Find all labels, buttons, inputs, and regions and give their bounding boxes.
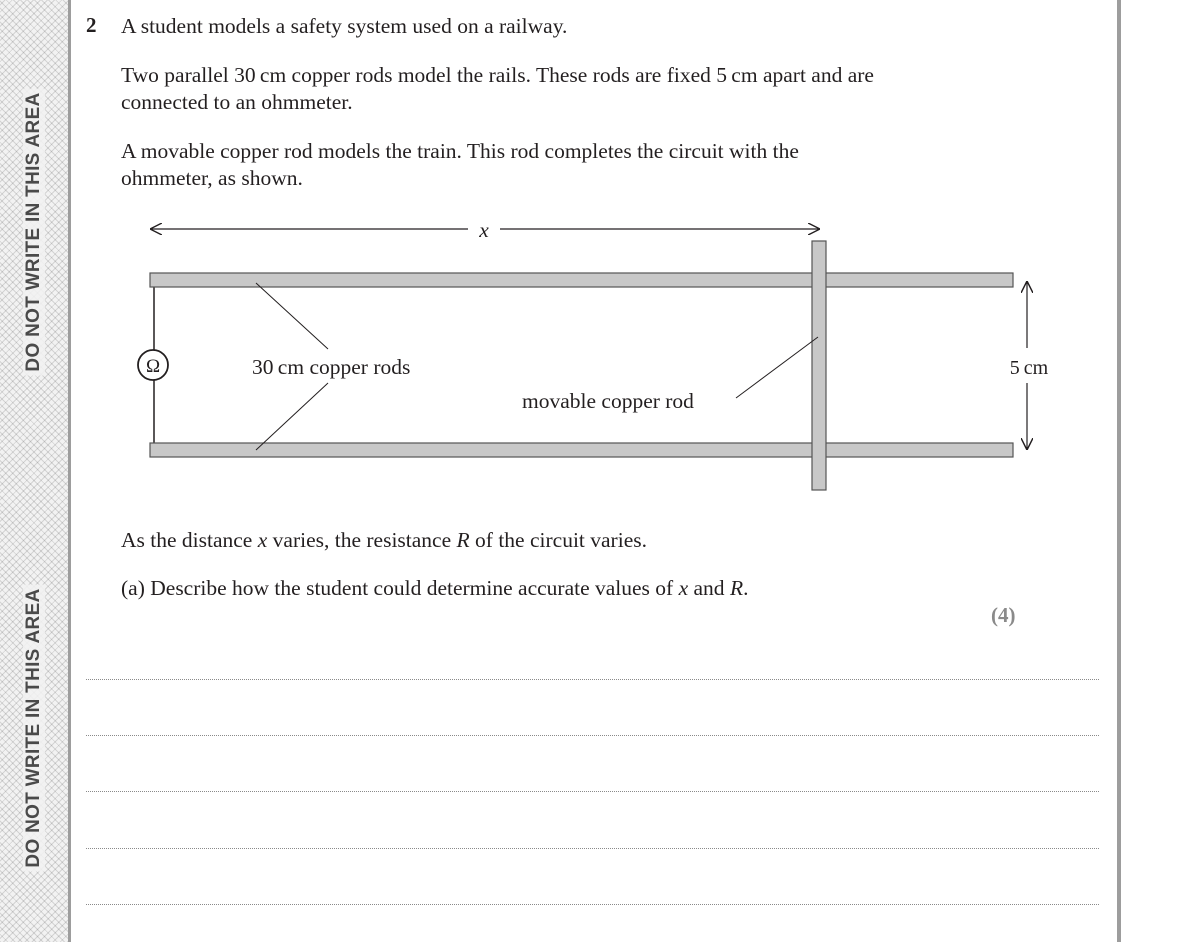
- separation-label: 5 cm: [1009, 357, 1049, 379]
- paragraph-train-line-1: A movable copper rod models the train. This rod completes the circuit with the: [121, 139, 799, 163]
- leader-line-top-rod: [256, 283, 328, 349]
- answer-line-5[interactable]: [86, 904, 1099, 905]
- variable-r: R: [456, 528, 470, 552]
- answer-line-2[interactable]: [86, 735, 1099, 736]
- resistance-sentence-part-2: varies, the resistance: [267, 528, 457, 552]
- part-a-variable-r: R: [729, 576, 744, 600]
- marks-allocation: (4): [991, 603, 1016, 627]
- movable-rod-label: movable copper rod: [522, 389, 694, 413]
- question-number: 2: [86, 13, 97, 37]
- bottom-copper-rod: [150, 443, 1013, 457]
- answer-line-3[interactable]: [86, 791, 1099, 792]
- answer-line-4[interactable]: [86, 848, 1099, 849]
- paragraph-rails-line-2: connected to an ohmmeter.: [121, 90, 353, 114]
- top-copper-rod: [150, 273, 1013, 287]
- paragraph-train-line-2: ohmmeter, as shown.: [121, 166, 303, 190]
- resistance-sentence-part-1: As the distance: [121, 528, 258, 552]
- paragraph-rails-line-1: Two parallel 30 cm copper rods model the rails. These rods are fixed 5 cm apart and are: [121, 63, 874, 87]
- part-a-variable-x: x: [678, 576, 689, 600]
- part-a-label: (a): [121, 576, 145, 600]
- leader-line-movable-rod: [736, 337, 818, 398]
- part-a-text-3: .: [743, 576, 749, 600]
- margin-warning-top: DO NOT WRITE IN THIS AREA: [23, 88, 45, 375]
- fixed-rods-label: 30 cm copper rods: [252, 355, 411, 379]
- part-a-prompt: [121, 575, 748, 602]
- question-intro: A student models a safety system used on a railway.: [121, 14, 568, 38]
- leader-line-bottom-rod: [256, 383, 328, 450]
- movable-copper-rod: [812, 241, 826, 490]
- margin-warning-bottom: DO NOT WRITE IN THIS AREA: [23, 584, 45, 871]
- variable-x: x: [257, 528, 268, 552]
- answer-line-1[interactable]: [86, 679, 1099, 680]
- part-a-text-1: Describe how the student could determine accurate values of: [150, 576, 679, 600]
- distance-label-x: x: [479, 218, 489, 242]
- part-a-text-2: and: [688, 576, 730, 600]
- resistance-sentence: [121, 527, 647, 554]
- resistance-sentence-part-3: of the circuit varies.: [469, 528, 647, 552]
- ohm-icon: Ω: [145, 356, 161, 377]
